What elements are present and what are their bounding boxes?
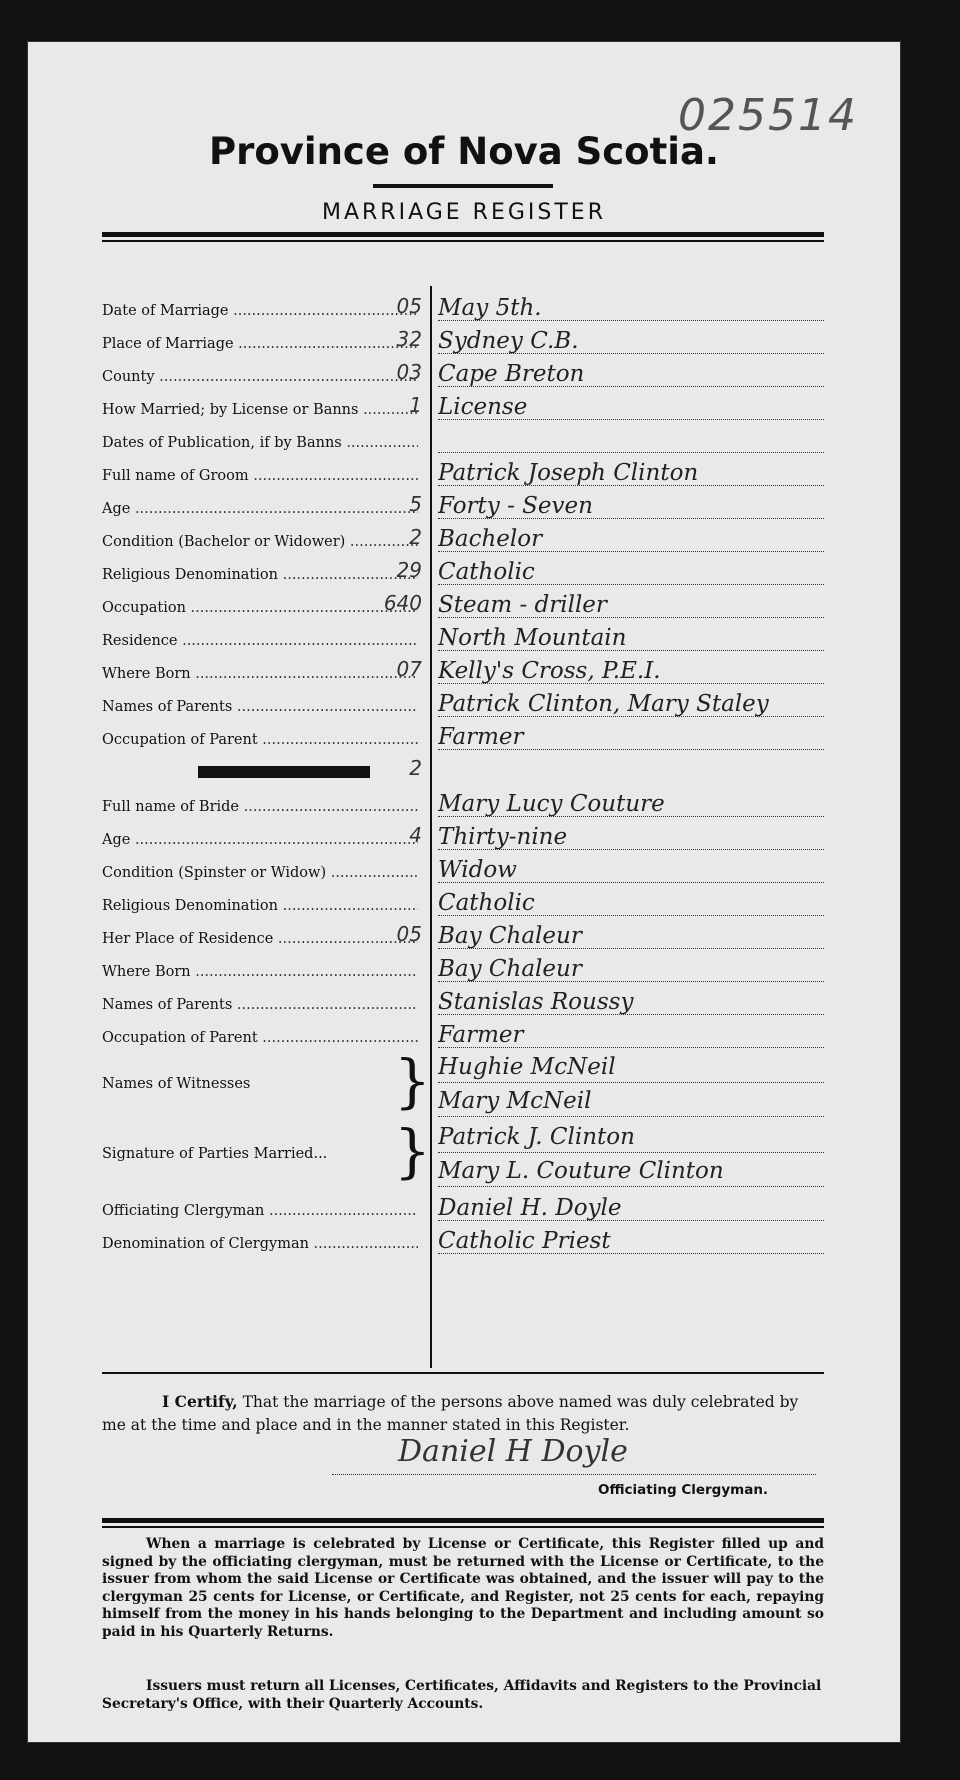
certify-body: That the marriage of the persons above named was duly celebrated by me at the time and place and in the manner stated in this Register. (102, 1393, 799, 1434)
signatures-label: Signature of Parties Married... (102, 1146, 328, 1162)
witnesses (102, 1047, 824, 1122)
signature-line (332, 1474, 816, 1475)
field-row (102, 688, 824, 721)
field-value: Cape Breton (438, 361, 585, 387)
instructions-rule-thin (102, 1526, 824, 1528)
field-row (102, 589, 824, 622)
register-form (28, 42, 900, 1742)
field-value: Bay Chaleur (438, 923, 582, 949)
brace-icon: } (394, 1117, 431, 1185)
field-value: License (438, 394, 528, 420)
field-line (438, 452, 824, 453)
field-label: Age ..... (102, 501, 418, 517)
witnesses-value: Mary McNeil (438, 1088, 592, 1114)
signatures-value: Patrick J. Clinton (438, 1124, 635, 1150)
section-separator (102, 754, 824, 788)
field-row (102, 821, 824, 854)
field-value: Widow (438, 857, 517, 883)
field-row (102, 622, 824, 655)
field-value: Thirty-nine (438, 824, 568, 850)
signatures-value: Mary L. Couture Clinton (438, 1158, 724, 1184)
field-label: Place of Marriage ..... (102, 336, 418, 352)
field-label: Where Born ..... (102, 964, 418, 980)
field-label: Age ..... (102, 832, 418, 848)
field-row (102, 325, 824, 358)
field-code: 29 (396, 558, 422, 582)
field-value: Catholic (438, 890, 535, 916)
field-code: 32 (396, 327, 422, 351)
field-label: Religious Denomination ..... (102, 898, 418, 914)
page-title: Province of Nova Scotia. (209, 130, 719, 173)
issuers-note: Issuers must return all Licenses, Certificates, Affidavits and Registers to the Provincial Secretary's Office, with their Quarterly Accounts. (102, 1678, 822, 1712)
field-line (438, 1116, 824, 1117)
field-row (102, 655, 824, 688)
field-value: Patrick Joseph Clinton (438, 460, 699, 486)
field-label: Occupation of Parent ..... (102, 1030, 418, 1046)
register-subtitle: MARRIAGE REGISTER (321, 200, 606, 225)
field-value: Mary Lucy Couture (438, 791, 665, 817)
field-line (438, 1186, 824, 1187)
field-value: Farmer (438, 1022, 524, 1048)
field-value: Daniel H. Doyle (438, 1195, 622, 1221)
field-label: Denomination of Clergyman ..... (102, 1236, 418, 1252)
field-value: Steam - driller (438, 592, 607, 618)
field-value: May 5th. (438, 295, 542, 321)
field-code: 640 (383, 591, 422, 615)
field-label: Names of Parents ..... (102, 699, 418, 715)
field-line (438, 1082, 824, 1083)
field-code: 4 (409, 823, 422, 847)
field-label: Officiating Clergyman ..... (102, 1203, 418, 1219)
field-value: Catholic (438, 559, 535, 585)
form-number: 025514 (678, 90, 858, 141)
field-code: 2 (409, 525, 422, 549)
field-value: Bay Chaleur (438, 956, 582, 982)
field-code: 05 (396, 294, 422, 318)
title-divider (373, 184, 553, 188)
field-code: 03 (396, 360, 422, 384)
certification-text (102, 1390, 824, 1437)
field-row (102, 556, 824, 589)
separator-bar (198, 766, 370, 778)
signature-caption: Officiating Clergyman. (598, 1482, 769, 1498)
field-code: 5 (409, 492, 422, 516)
field-code: 07 (396, 657, 422, 681)
field-label: Condition (Spinster or Widow) ..... (102, 865, 418, 881)
field-value: Sydney C.B. (438, 328, 579, 354)
field-row (102, 358, 824, 391)
field-label: Full name of Bride ..... (102, 799, 418, 815)
field-row (102, 986, 824, 1019)
separator-code: 2 (409, 756, 422, 780)
field-label: Her Place of Residence ..... (102, 931, 418, 947)
top-rule (102, 232, 824, 237)
field-label: Full name of Groom ..... (102, 468, 418, 484)
field-row (102, 292, 824, 325)
field-value: North Mountain (438, 625, 627, 651)
field-label: How Married; by License or Banns ..... (102, 402, 418, 418)
field-row (102, 391, 824, 424)
field-row (102, 523, 824, 556)
field-row (102, 424, 824, 457)
field-row (102, 1225, 824, 1258)
field-row (102, 854, 824, 887)
field-row (102, 1019, 824, 1052)
field-row (102, 887, 824, 920)
field-label: Religious Denomination ..... (102, 567, 418, 583)
instructions-paragraph: When a marriage is celebrated by License or Certificate, this Register filled up and signed by the officiating clergyman, must be returned with the License or Certificate, to the issuer from whom the said License or Certificate was obtained, and the issuer will pay to the clergyman 25 cents for License, or Certificate, and Register, not 25 cents for each, repaying himself from the money in his hands belonging to the Department and including amount so paid in his Quarterly Returns. (102, 1536, 824, 1640)
field-value: Stanislas Roussy (438, 989, 634, 1015)
fields-bottom-rule (102, 1372, 824, 1374)
field-code: 05 (396, 922, 422, 946)
instructions-rule (102, 1518, 824, 1523)
field-value: Farmer (438, 724, 524, 750)
certify-lead: I Certify, (162, 1392, 238, 1411)
field-value: Forty - Seven (438, 493, 593, 519)
field-row (102, 953, 824, 986)
brace-icon: } (394, 1047, 431, 1115)
field-row (102, 490, 824, 523)
register-fields (102, 292, 824, 1258)
field-value: Bachelor (438, 526, 543, 552)
field-value: Kelly's Cross, P.E.I. (438, 658, 661, 684)
witnesses-label: Names of Witnesses (102, 1076, 251, 1092)
field-label: Dates of Publication, if by Banns ..... (102, 435, 418, 451)
field-label: Condition (Bachelor or Widower) ..... (102, 534, 418, 550)
field-line (438, 1152, 824, 1153)
field-code: 1 (409, 393, 422, 417)
field-label: Occupation of Parent ..... (102, 732, 418, 748)
field-label: Occupation ..... (102, 600, 418, 616)
field-row (102, 788, 824, 821)
field-row (102, 1192, 824, 1225)
field-row (102, 920, 824, 953)
field-label: Where Born ..... (102, 666, 418, 682)
top-rule-thin (102, 240, 824, 242)
field-value: Catholic Priest (438, 1228, 611, 1254)
field-label: County ..... (102, 369, 418, 385)
field-label: Date of Marriage ..... (102, 303, 418, 319)
field-row (102, 457, 824, 490)
signatures (102, 1117, 824, 1192)
field-label: Names of Parents ..... (102, 997, 418, 1013)
field-row (102, 721, 824, 754)
field-label: Residence ..... (102, 633, 418, 649)
witnesses-value: Hughie McNeil (438, 1054, 616, 1080)
clergyman-signature: Daniel H Doyle (398, 1434, 628, 1469)
field-value: Patrick Clinton, Mary Staley (438, 691, 769, 717)
